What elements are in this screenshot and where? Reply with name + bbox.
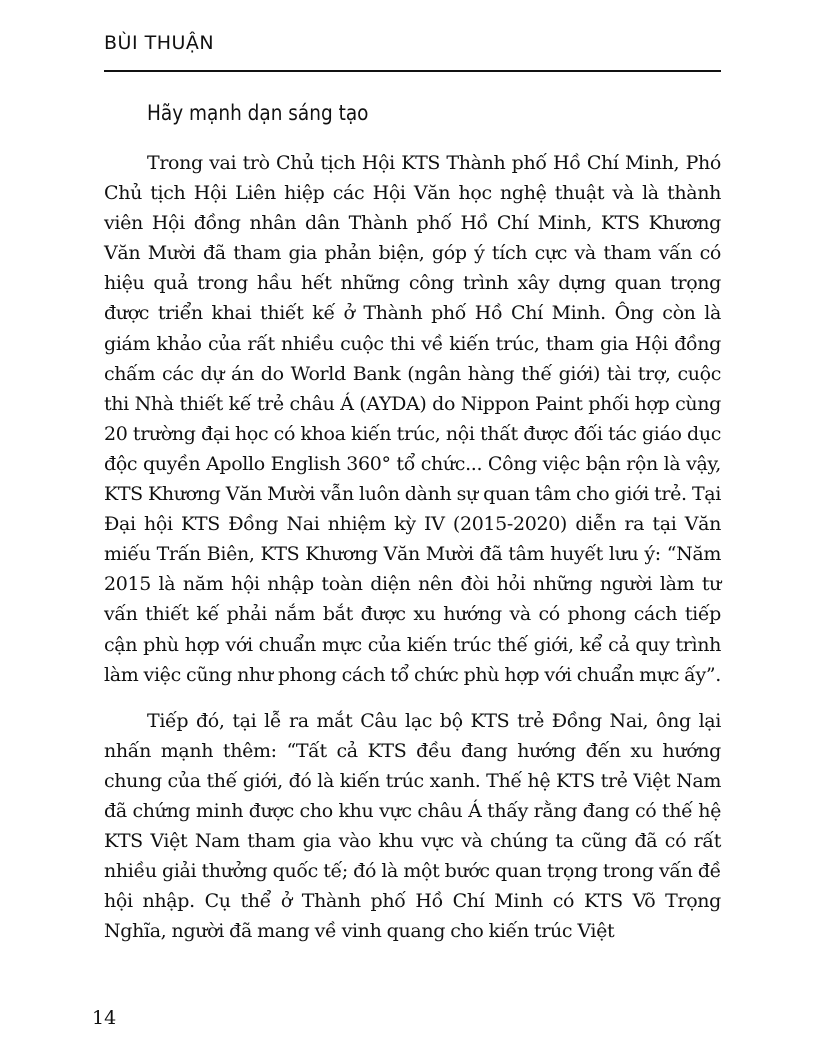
section-title: Hãy mạnh dạn sáng tạo bbox=[147, 101, 369, 125]
header-rule bbox=[104, 70, 721, 72]
page-number: 14 bbox=[92, 1007, 117, 1029]
paragraph: Trong vai trò Chủ tịch Hội KTS Thành phố Hồ Chí Minh, Phó Chủ tịch Hội Liên hiệp các Hội Văn học nghệ thuật và là thành viên Hội đồng nhân dân Thành phố Hồ Chí Minh, KTS Khương Văn Mười đã tham gia phản biện, góp ý tích cực và tham vấn có hiệu quả trong hầu hết những công trình xây dựng quan trọng được triển khai thiết kế ở Thành phố Hồ Chí Minh. Ông còn là giám khảo của rất nhiều cuộc thi về kiến trúc, tham gia Hội đồng chấm các dự án do World Bank (ngân hàng thế giới) tài trợ, cuộc thi Nhà thiết kế trẻ châu Á (AYDA) do Nippon Paint phối hợp cùng 20 trường đại học có khoa kiến trúc, nội thất được đối tác giáo dục độc quyền Apollo English 360° tổ chức... Công việc bận rộn là vậy, KTS Khương Văn Mười vẫn luôn dành sự quan tâm cho giới trẻ. Tại Đại hội KTS Đồng Nai nhiệm kỳ IV (2015-2020) diễn ra tại Văn miếu Trấn Biên, KTS Khương Văn Mười đã tâm huyết lưu ý: “Năm 2015 là năm hội nhập toàn diện nên đòi hỏi những người làm tư vấn thiết kế phải nắm bắt được xu hướng và có phong cách tiếp cận phù hợp với chuẩn mực của kiến trúc thế giới, kể cả quy trình làm việc cũng như phong cách tổ chức phù hợp với chuẩn mực ấy”. bbox=[104, 152, 721, 686]
paragraph: Tiếp đó, tại lễ ra mắt Câu lạc bộ KTS trẻ Đồng Nai, ông lại nhấn mạnh thêm: “Tất cả KTS đều đang hướng đến xu hướng chung của thế giới, đó là kiến trúc xanh. Thế hệ KTS trẻ Việt Nam đã chứng minh được cho khu vực châu Á thấy rằng đang có thế hệ KTS Việt Nam tham gia vào khu vực và chúng ta cũng đã có rất nhiều giải thưởng quốc tế; đó là một bước quan trọng trong vấn đề hội nhập. Cụ thể ở Thành phố Hồ Chí Minh có KTS Võ Trọng Nghĩa, người đã mang về vinh quang cho kiến trúc Việt bbox=[104, 709, 721, 943]
running-head: BÙI THUẬN bbox=[104, 32, 215, 54]
body-text bbox=[104, 148, 721, 946]
